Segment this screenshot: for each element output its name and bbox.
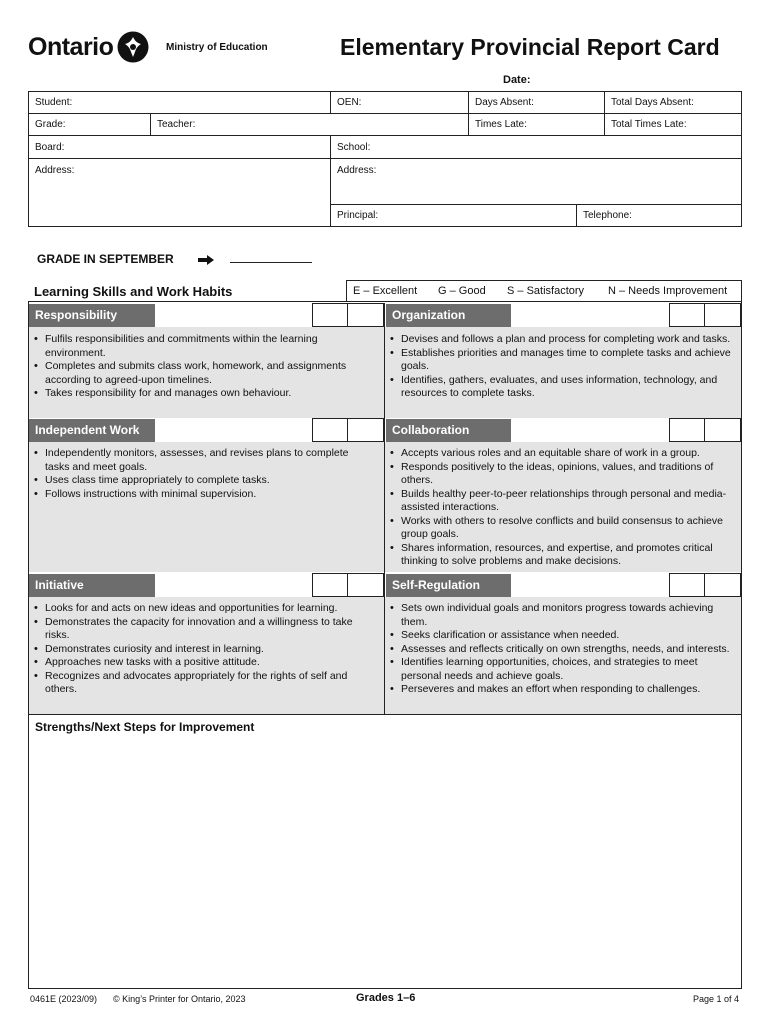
board-field[interactable]: Board: bbox=[28, 135, 331, 159]
legend-excellent: E – Excellent bbox=[353, 285, 418, 297]
total-times-late-field[interactable]: Total Times Late: bbox=[604, 113, 742, 136]
rating-box-organization-1[interactable] bbox=[669, 303, 705, 327]
rating-box-independent-work-1[interactable] bbox=[312, 418, 348, 442]
list-item: • Identifies learning opportunities, choices, and strategies to meet personal needs and achieve goals. bbox=[389, 656, 733, 683]
grade-field[interactable]: Grade: bbox=[28, 113, 151, 136]
list-item: • Uses class time appropriately to complete tasks. bbox=[33, 474, 373, 488]
section-body-self-regulation bbox=[385, 597, 741, 714]
list-item: • Independently monitors, assesses, and revises plans to complete tasks and meet goals. bbox=[33, 447, 373, 474]
list-item: • Follows instructions with minimal supervision. bbox=[33, 488, 373, 502]
legend-needs-improvement: N – Needs Improvement bbox=[608, 285, 728, 297]
list-item: • Takes responsibility for and manages own behaviour. bbox=[33, 387, 373, 401]
student-address-field[interactable]: Address: bbox=[28, 158, 331, 227]
rating-box-collaboration-1[interactable] bbox=[669, 418, 705, 442]
list-item: • Shares information, resources, and expertise, and promotes critical thinking to solve problems and make decisions. bbox=[389, 542, 733, 569]
ministry-name: Ministry of Education bbox=[166, 42, 268, 53]
page-title: Elementary Provincial Report Card bbox=[340, 34, 720, 60]
school-address-field[interactable]: Address: bbox=[330, 158, 742, 205]
section-body-collaboration bbox=[385, 442, 741, 572]
rating-box-responsibility-2[interactable] bbox=[347, 303, 384, 327]
list-item: • Establishes priorities and manages time to complete tasks and achieve goals. bbox=[389, 347, 731, 374]
grades-range: Grades 1–6 bbox=[356, 992, 416, 1004]
list-item: • Looks for and acts on new ideas and opportunities for learning. bbox=[33, 602, 373, 616]
list-item: • Responds positively to the ideas, opinions, values, and traditions of others. bbox=[389, 461, 733, 488]
form-number: 0461E (2023/09) bbox=[30, 994, 98, 1004]
list-item: • Demonstrates the capacity for innovation and a willingness to take risks. bbox=[33, 616, 373, 643]
list-item: • Accepts various roles and an equitable share of work in a group. bbox=[389, 447, 733, 461]
rating-legend bbox=[346, 280, 742, 302]
teacher-field[interactable]: Teacher: bbox=[150, 113, 469, 136]
list-item: • Fulfils responsibilities and commitments within the learning environment. bbox=[33, 333, 373, 360]
times-late-field[interactable]: Times Late: bbox=[468, 113, 605, 136]
strengths-next-steps-area[interactable] bbox=[29, 715, 741, 988]
logo-wordmark: Ontario bbox=[28, 33, 114, 61]
list-item: • Completes and submits class work, homework, and assignments according to agreed-upon timelines. bbox=[33, 360, 373, 387]
school-field[interactable]: School: bbox=[330, 135, 742, 159]
list-item: • Identifies, gathers, evaluates, and uses information, technology, and resources to complete tasks. bbox=[389, 374, 731, 401]
rating-box-organization-2[interactable] bbox=[704, 303, 741, 327]
list-item: • Devises and follows a plan and process for completing work and tasks. bbox=[389, 333, 731, 347]
principal-field[interactable]: Principal: bbox=[330, 204, 577, 227]
strengths-next-steps-title: Strengths/Next Steps for Improvement bbox=[35, 720, 255, 734]
section-body-responsibility bbox=[29, 327, 384, 418]
rating-box-independent-work-2[interactable] bbox=[347, 418, 384, 442]
rating-box-responsibility-1[interactable] bbox=[312, 303, 348, 327]
student-field[interactable]: Student: bbox=[28, 91, 331, 114]
list-item: • Builds healthy peer-to-peer relationships through personal and media-assisted interactions. bbox=[389, 488, 733, 515]
days-absent-field[interactable]: Days Absent: bbox=[468, 91, 605, 114]
learning-skills-title: Learning Skills and Work Habits bbox=[34, 284, 233, 299]
section-header-collaboration: Collaboration bbox=[386, 419, 511, 442]
rating-box-self-regulation-1[interactable] bbox=[669, 573, 705, 597]
date-label: Date: bbox=[503, 74, 531, 86]
copyright: © King’s Printer for Ontario, 2023 bbox=[113, 994, 246, 1004]
rating-box-self-regulation-2[interactable] bbox=[704, 573, 741, 597]
section-header-independent-work: Independent Work bbox=[29, 419, 155, 442]
trillium-icon bbox=[117, 31, 149, 63]
total-days-absent-field[interactable]: Total Days Absent: bbox=[604, 91, 742, 114]
list-item: • Demonstrates curiosity and interest in learning. bbox=[33, 643, 373, 657]
legend-satisfactory: S – Satisfactory bbox=[507, 285, 585, 297]
list-item: • Assesses and reflects critically on own strengths, needs, and interests. bbox=[389, 643, 733, 657]
section-header-initiative: Initiative bbox=[29, 574, 155, 597]
section-header-self-regulation: Self-Regulation bbox=[386, 574, 511, 597]
section-body-independent-work bbox=[29, 442, 384, 572]
list-item: • Seeks clarification or assistance when needed. bbox=[389, 629, 733, 643]
legend-good: G – Good bbox=[438, 285, 486, 297]
list-item: • Approaches new tasks with a positive attitude. bbox=[33, 656, 373, 670]
grade-in-september-field[interactable] bbox=[230, 262, 312, 263]
list-item: • Recognizes and advocates appropriately for the rights of self and others. bbox=[33, 670, 373, 697]
rating-box-initiative-2[interactable] bbox=[347, 573, 384, 597]
list-item: • Works with others to resolve conflicts and build consensus to achieve group goals. bbox=[389, 515, 733, 542]
telephone-field[interactable]: Telephone: bbox=[576, 204, 742, 227]
section-body-initiative bbox=[29, 597, 384, 714]
list-item: • Perseveres and makes an effort when responding to challenges. bbox=[389, 683, 733, 697]
arrow-right-icon bbox=[198, 255, 214, 265]
grade-in-september-label: GRADE IN SEPTEMBER bbox=[37, 252, 174, 266]
section-header-responsibility: Responsibility bbox=[29, 304, 155, 327]
section-header-organization: Organization bbox=[386, 304, 511, 327]
oen-field[interactable]: OEN: bbox=[330, 91, 469, 114]
page-number: Page 1 of 4 bbox=[693, 994, 740, 1004]
list-item: • Sets own individual goals and monitors progress towards achieving them. bbox=[389, 602, 733, 629]
rating-box-initiative-1[interactable] bbox=[312, 573, 348, 597]
section-body-organization bbox=[385, 327, 741, 418]
rating-box-collaboration-2[interactable] bbox=[704, 418, 741, 442]
